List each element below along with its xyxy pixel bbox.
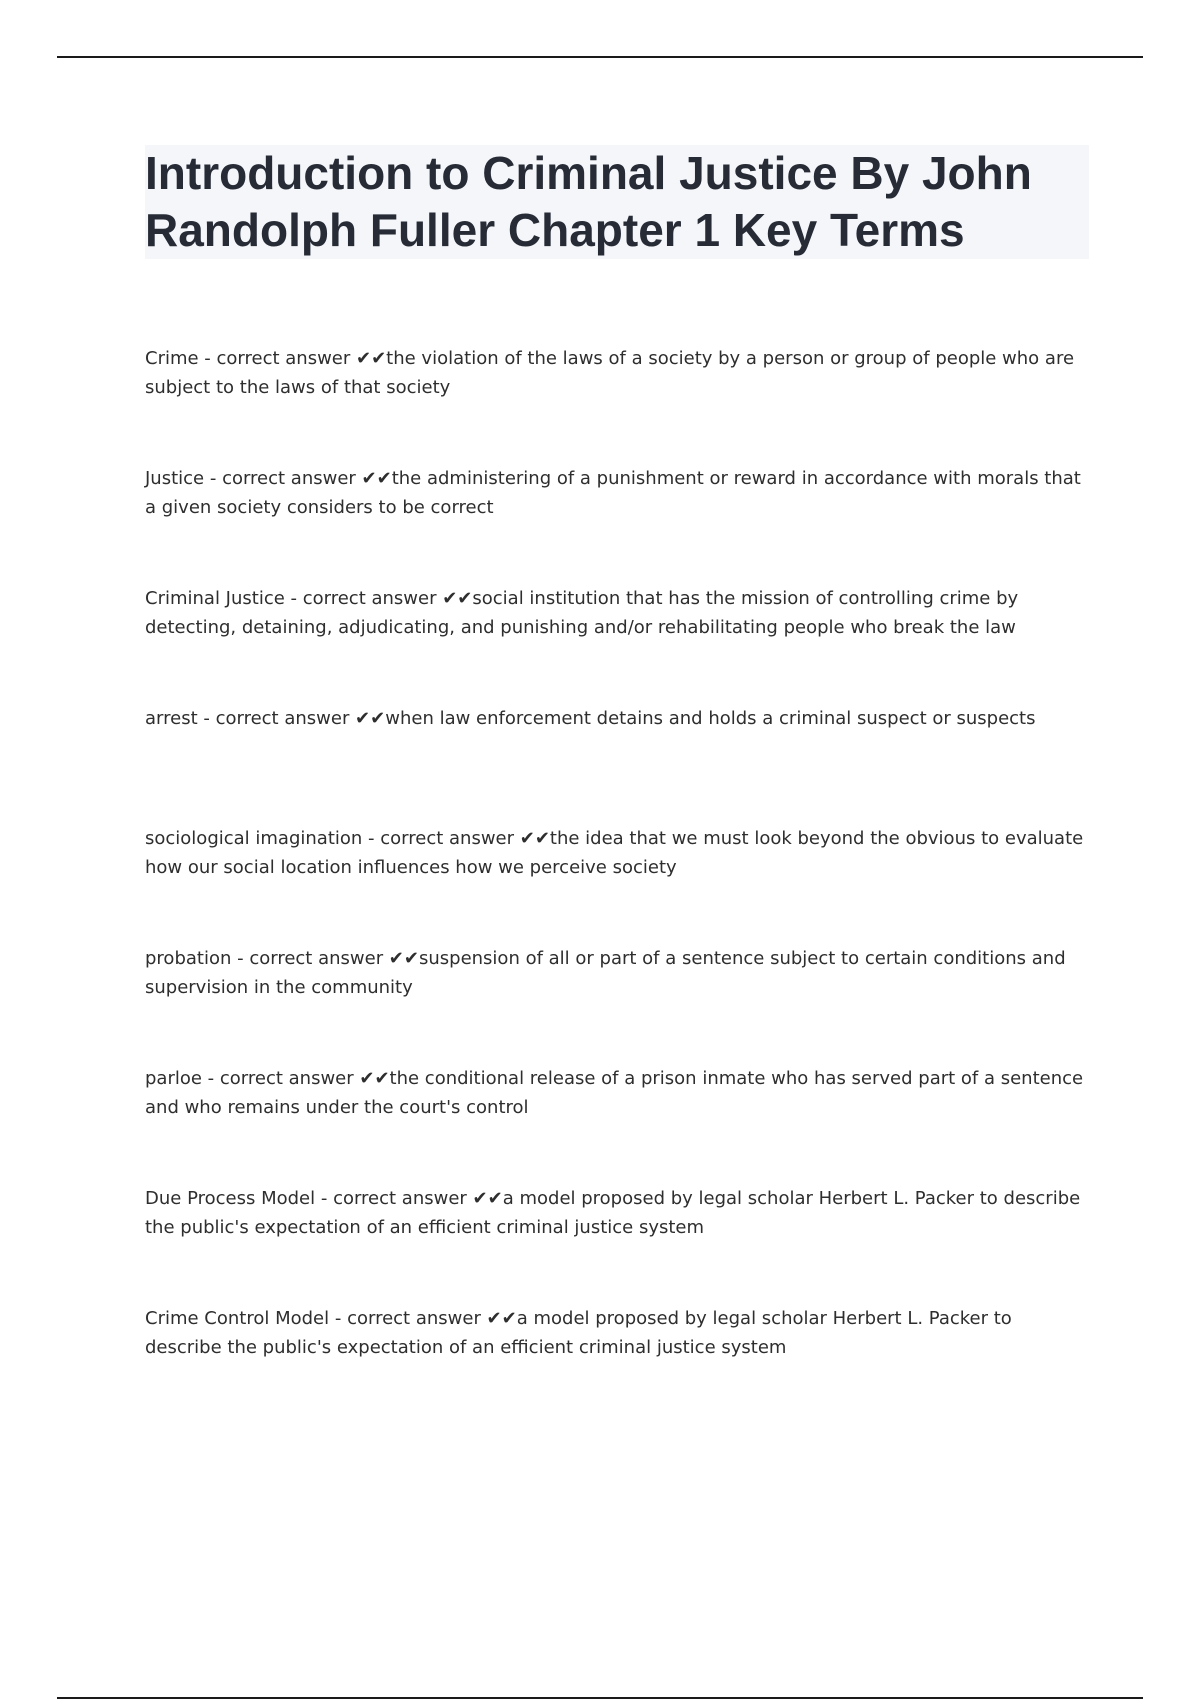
term-definition: when law enforcement detains and holds a criminal suspect or suspects	[385, 708, 1036, 729]
term-separator: - correct answer ✔✔	[315, 1188, 503, 1209]
term-entry-parloe	[145, 1064, 1090, 1184]
document-title: Introduction to Criminal Justice By John Randolph Fuller Chapter 1 Key Terms	[145, 147, 1032, 256]
term-definition: the idea that we must look beyond the obvious to evaluate how our social location influences how we perceive society	[145, 828, 1084, 878]
term-name: parloe	[145, 1068, 202, 1089]
term-name: arrest	[145, 708, 198, 729]
term-separator: - correct answer ✔✔	[204, 468, 392, 489]
term-separator: - correct answer ✔✔	[329, 1308, 517, 1329]
term-entry-sociological-imagination	[145, 824, 1090, 944]
term-name: Due Process Model	[145, 1188, 316, 1209]
term-separator: - correct answer ✔✔	[197, 708, 386, 729]
term-entry-justice	[145, 464, 1090, 584]
term-separator: - correct answer ✔✔	[201, 1068, 390, 1089]
title-block	[145, 145, 1089, 259]
top-rule	[57, 56, 1143, 58]
term-definition: the conditional release of a prison inmate who has served part of a sentence and who remains under the court's control	[145, 1068, 1084, 1118]
term-separator: - correct answer ✔✔	[362, 828, 550, 849]
term-entry-crime	[145, 344, 1090, 464]
term-entry-probation	[145, 944, 1090, 1064]
term-definition: the administering of a punishment or reward in accordance with morals that a given society considers to be correct	[145, 468, 1081, 518]
term-definition: a model proposed by legal scholar Herbert L. Packer to describe the public's expectation of an efficient criminal justice system	[145, 1308, 1012, 1358]
term-name: sociological imagination	[145, 828, 363, 849]
key-terms-list	[145, 344, 1090, 1424]
term-entry-criminal-justice	[145, 584, 1090, 704]
term-definition: suspension of all or part of a sentence subject to certain conditions and supervision in the community	[145, 948, 1066, 998]
term-name: Crime	[145, 348, 199, 369]
term-separator: - correct answer ✔✔	[284, 588, 473, 609]
term-definition: the violation of the laws of a society by a person or group of people who are subject to the laws of that society	[145, 348, 1075, 398]
term-separator: - correct answer ✔✔	[231, 948, 419, 969]
term-entry-due-process-model	[145, 1184, 1090, 1304]
term-definition: a model proposed by legal scholar Herbert L. Packer to describe the public's expectation of an efficient criminal justice system	[145, 1188, 1081, 1238]
term-entry-crime-control-model	[145, 1304, 1090, 1424]
term-name: Crime Control Model	[145, 1308, 330, 1329]
term-name: probation	[145, 948, 232, 969]
term-separator: - correct answer ✔✔	[198, 348, 387, 369]
bottom-rule	[57, 1697, 1143, 1699]
term-name: Justice	[145, 468, 205, 489]
term-name: Criminal Justice	[145, 588, 285, 609]
term-definition: social institution that has the mission of controlling crime by detecting, detaining, adjudicating, and punishing and/or rehabilitating people who break the law	[145, 588, 1019, 638]
term-entry-arrest	[145, 704, 1090, 824]
